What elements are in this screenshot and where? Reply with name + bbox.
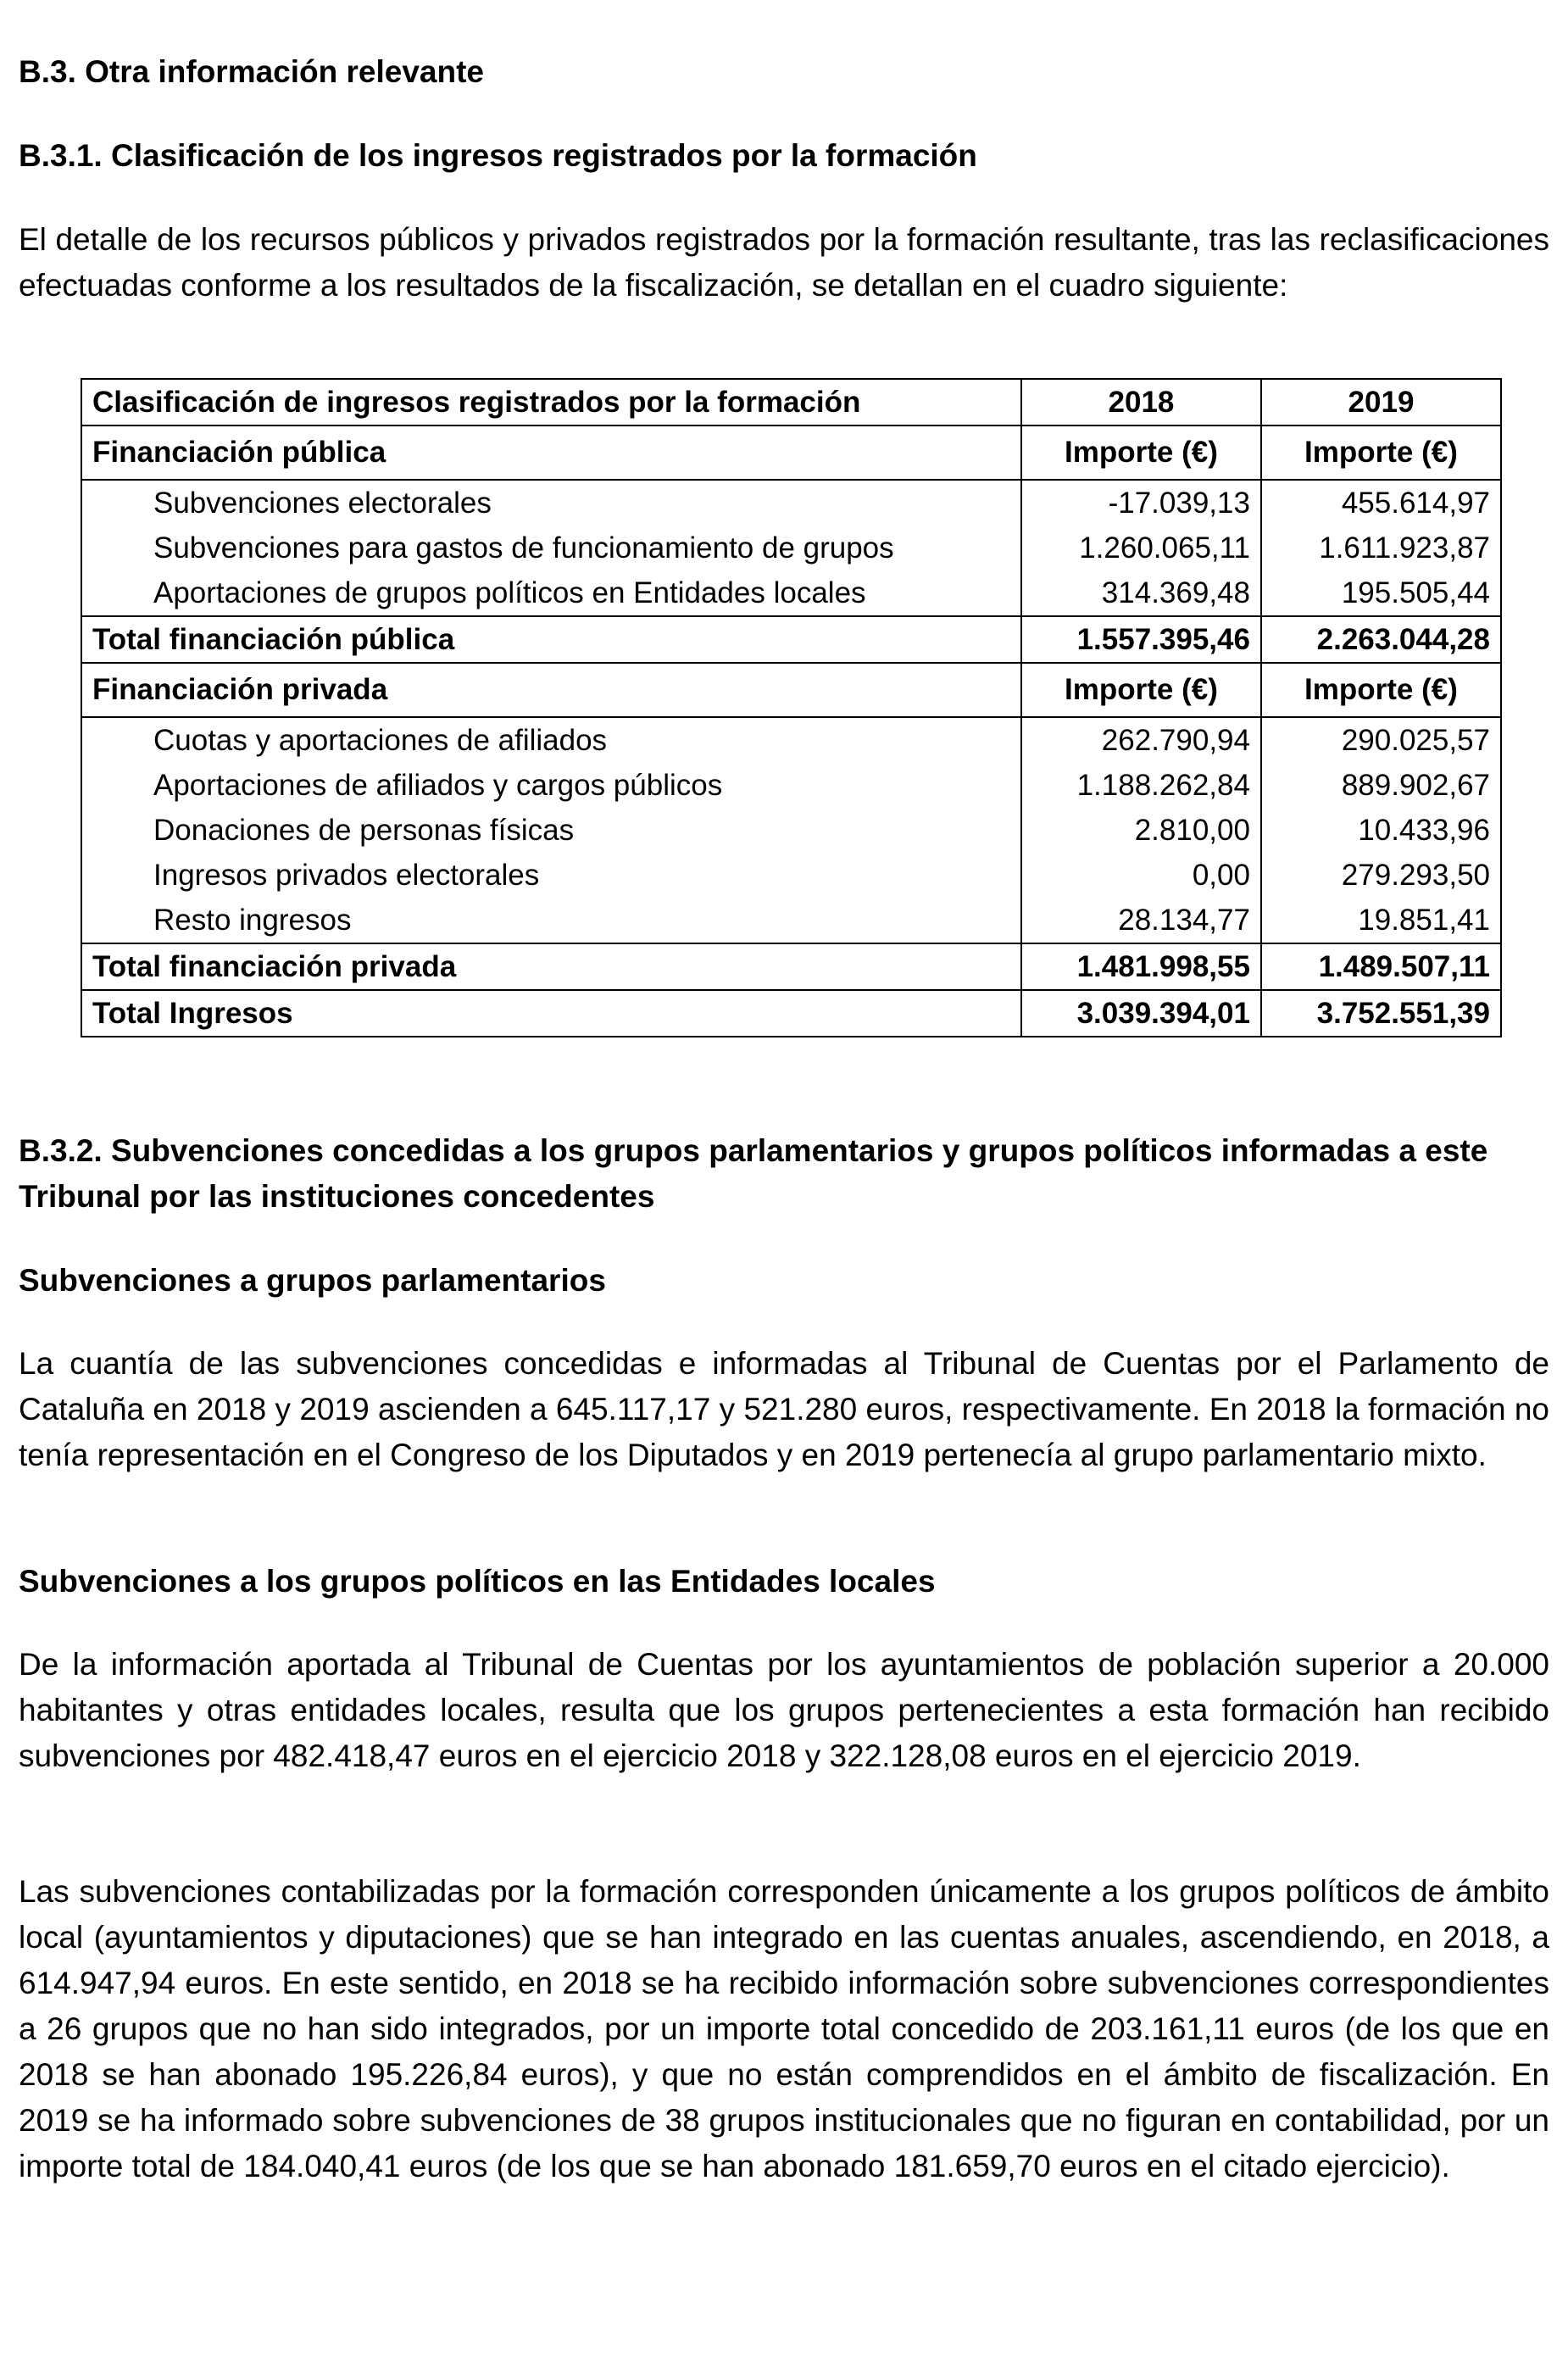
row-value-2019: 290.025,57	[1261, 717, 1501, 763]
private-total-label: Total financiación privada	[81, 943, 1021, 990]
table-row	[81, 763, 1501, 808]
private-section-row	[81, 663, 1501, 717]
public-unit-2018: Importe (€)	[1021, 426, 1261, 480]
row-label: Aportaciones de afiliados y cargos públicos	[81, 763, 1021, 808]
table-row	[81, 808, 1501, 853]
row-value-2018: 0,00	[1021, 853, 1261, 898]
row-value-2019: 279.293,50	[1261, 853, 1501, 898]
public-unit-2019: Importe (€)	[1261, 426, 1501, 480]
table-header-label: Clasificación de ingresos registrados por la formación	[81, 379, 1021, 426]
grand-total-2018: 3.039.394,01	[1021, 990, 1261, 1037]
private-section-title: Financiación privada	[81, 663, 1021, 717]
section-heading-b31: B.3.1. Clasificación de los ingresos registrados por la formación	[19, 138, 977, 173]
table-header-row	[81, 379, 1501, 426]
table-row	[81, 898, 1501, 943]
public-total-2018: 1.557.395,46	[1021, 616, 1261, 663]
row-value-2018: 262.790,94	[1021, 717, 1261, 763]
private-unit-2019: Importe (€)	[1261, 663, 1501, 717]
table-row	[81, 717, 1501, 763]
grand-total-2019: 3.752.551,39	[1261, 990, 1501, 1037]
table-row	[81, 480, 1501, 526]
grand-total-label: Total Ingresos	[81, 990, 1021, 1037]
public-total-label: Total financiación pública	[81, 616, 1021, 663]
row-value-2018: 314.369,48	[1021, 570, 1261, 616]
grand-total-row	[81, 990, 1501, 1037]
paragraph-accounted-subsidies: Las subvenciones contabilizadas por la formación corresponden únicamente a los grupos políticos de ámbito local (ayuntamientos y diputaciones) que se han integrado en las cuentas anuales, ascendiendo, en 2018, a 614.947,94 euros. En este sentido, en 2018 se ha recibido información sobre subvenciones correspondientes a 26 grupos que no han sido integrados, por un importe total concedido de 203.161,11 euros (de los que en 2018 se han abonado 195.226,84 euros), y que no están comprendidos en el ámbito de fiscalización. En 2019 se ha informado sobre subvenciones de 38 grupos institucionales que no figuran en contabilidad, por un importe total de 184.040,41 euros (de los que se han abonado 181.659,70 euros en el citado ejercicio).	[19, 1874, 1549, 2183]
subheading-parliamentary-groups: Subvenciones a grupos parlamentarios	[19, 1263, 606, 1298]
row-label: Ingresos privados electorales	[81, 853, 1021, 898]
row-value-2019: 195.505,44	[1261, 570, 1501, 616]
row-label: Cuotas y aportaciones de afiliados	[81, 717, 1021, 763]
public-total-row	[81, 616, 1501, 663]
row-label: Aportaciones de grupos políticos en Entidades locales	[81, 570, 1021, 616]
intro-paragraph: El detalle de los recursos públicos y privados registrados por la formación resultante, tras las reclasificaciones efectuadas conforme a los resultados de la fiscalización, se detallan en el cuadro siguiente:	[19, 222, 1549, 303]
row-label: Subvenciones para gastos de funcionamiento de grupos	[81, 526, 1021, 570]
row-value-2018: 2.810,00	[1021, 808, 1261, 853]
private-total-row	[81, 943, 1501, 990]
paragraph-local-groups: De la información aportada al Tribunal de Cuentas por los ayuntamientos de población superior a 20.000 habitantes y otras entidades locales, resulta que los grupos pertenecientes a esta formación han recibido subvenciones por 482.418,47 euros en el ejercicio 2018 y 322.128,08 euros en el ejercicio 2019.	[19, 1647, 1549, 1773]
public-section-title: Financiación pública	[81, 426, 1021, 480]
row-value-2019: 1.611.923,87	[1261, 526, 1501, 570]
row-value-2019: 19.851,41	[1261, 898, 1501, 943]
table-row	[81, 526, 1501, 570]
row-value-2018: -17.039,13	[1021, 480, 1261, 526]
public-section-row	[81, 426, 1501, 480]
table-header-year-2019: 2019	[1261, 379, 1501, 426]
section-heading-b3: B.3. Otra información relevante	[19, 54, 485, 89]
private-unit-2018: Importe (€)	[1021, 663, 1261, 717]
row-label: Subvenciones electorales	[81, 480, 1021, 526]
row-value-2018: 1.188.262,84	[1021, 763, 1261, 808]
row-value-2018: 1.260.065,11	[1021, 526, 1261, 570]
paragraph-parliamentary-groups: La cuantía de las subvenciones concedidas e informadas al Tribunal de Cuentas por el Parlamento de Cataluña en 2018 y 2019 ascienden a 645.117,17 y 521.280 euros, respectivamente. En 2018 la formación no tenía representación en el Congreso de los Diputados y en 2019 pertenecía al grupo parlamentario mixto.	[19, 1346, 1549, 1472]
private-total-2019: 1.489.507,11	[1261, 943, 1501, 990]
row-value-2018: 28.134,77	[1021, 898, 1261, 943]
row-value-2019: 455.614,97	[1261, 480, 1501, 526]
row-value-2019: 889.902,67	[1261, 763, 1501, 808]
section-heading-b32: B.3.2. Subvenciones concedidas a los grupos parlamentarios y grupos políticos informadas a este Tribunal por las instituciones concedentes	[19, 1133, 1488, 1214]
row-label: Donaciones de personas físicas	[81, 808, 1021, 853]
row-label: Resto ingresos	[81, 898, 1021, 943]
row-value-2019: 10.433,96	[1261, 808, 1501, 853]
public-total-2019: 2.263.044,28	[1261, 616, 1501, 663]
subheading-local-groups: Subvenciones a los grupos políticos en las Entidades locales	[19, 1564, 936, 1599]
table-header-year-2018: 2018	[1021, 379, 1261, 426]
income-classification-table	[81, 378, 1502, 1037]
private-total-2018: 1.481.998,55	[1021, 943, 1261, 990]
table-row	[81, 570, 1501, 616]
table-row	[81, 853, 1501, 898]
